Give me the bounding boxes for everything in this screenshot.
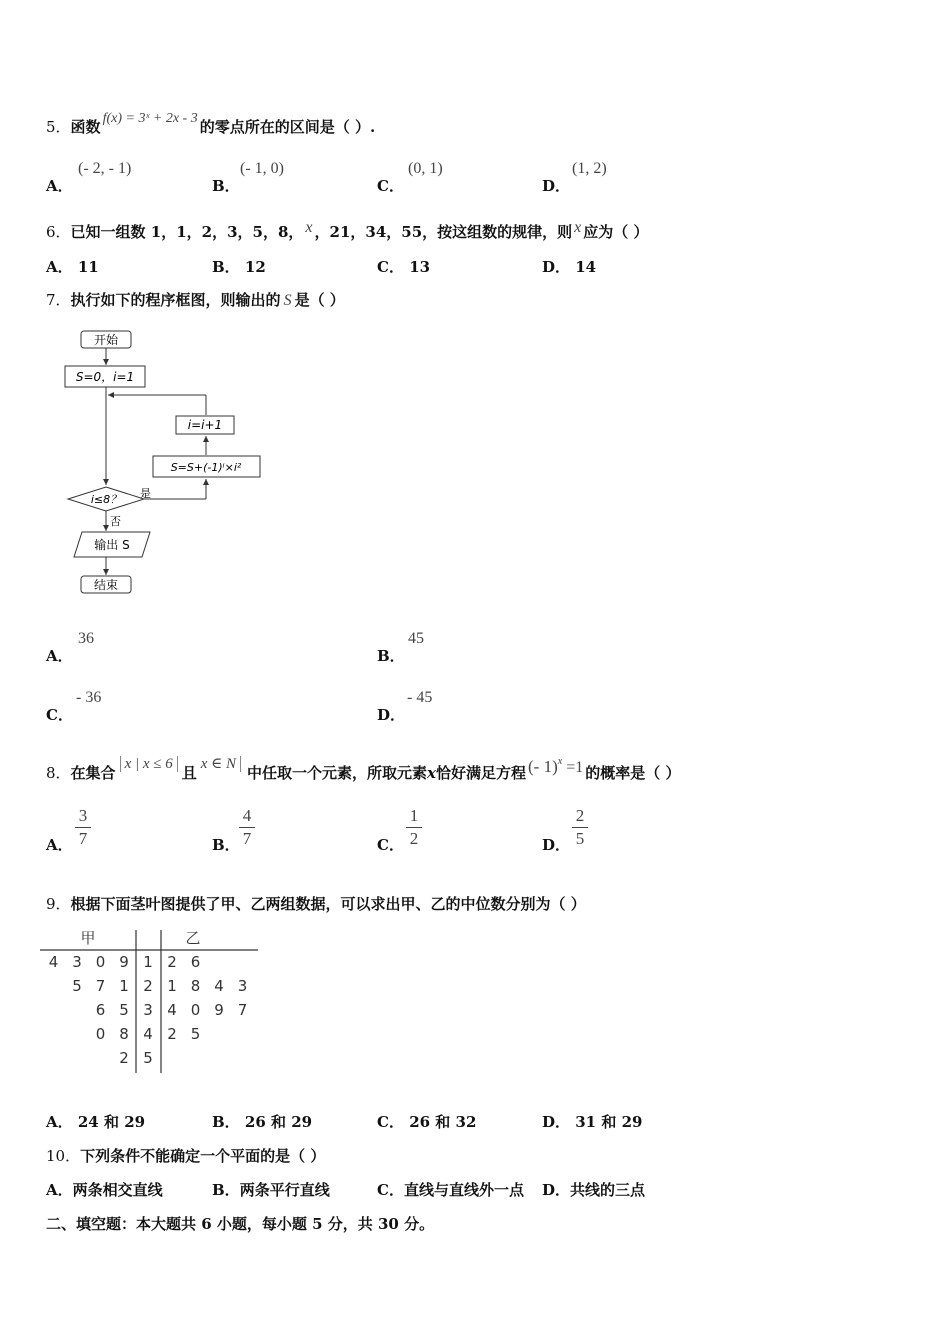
stem-leaf-left-leaf: 0 bbox=[95, 953, 106, 971]
question-text: 的零点所在的区间是（ ）. bbox=[199, 118, 376, 136]
option-label: A． bbox=[46, 258, 73, 276]
option-value: 两条相交直线 bbox=[72, 1181, 163, 1199]
question-text: 且 bbox=[181, 764, 197, 782]
question-text: 下列条件不能确定一个平面的是（ ） bbox=[80, 1147, 326, 1165]
option-label: D． bbox=[377, 706, 406, 724]
flowchart-output-label: 输出 S bbox=[94, 538, 130, 552]
variable-x: x bbox=[427, 764, 436, 782]
variable-x: x bbox=[574, 219, 582, 236]
variable-s: S bbox=[283, 292, 292, 309]
option-d[interactable] bbox=[377, 704, 405, 725]
numerator: 3 bbox=[78, 806, 88, 825]
question-text: 应为（ ） bbox=[583, 223, 649, 241]
denominator: 7 bbox=[78, 829, 88, 848]
option-b-value: (- 1, 0) bbox=[240, 160, 284, 177]
option-label: A． bbox=[46, 647, 73, 665]
denominator: 7 bbox=[242, 829, 252, 848]
variable-x: x bbox=[305, 219, 313, 236]
stem-leaf-right-leaf: 8 bbox=[190, 977, 201, 995]
stem-leaf-stem: 2 bbox=[143, 977, 153, 995]
stem-leaf-left-leaf: 5 bbox=[72, 977, 82, 995]
option-label: B． bbox=[212, 1113, 240, 1131]
stem-leaf-left-leaf: 0 bbox=[95, 1025, 106, 1043]
option-label: C． bbox=[46, 706, 73, 724]
equation-rhs: =1 bbox=[566, 759, 584, 776]
option-label: B． bbox=[212, 258, 240, 276]
stem-leaf-stem: 1 bbox=[143, 953, 153, 971]
option-value: 14 bbox=[575, 258, 597, 276]
stem-leaf-left-leaf: 1 bbox=[119, 977, 129, 995]
option-b-fraction bbox=[239, 806, 255, 849]
option-label: A． bbox=[46, 177, 73, 195]
stem-leaf-left-leaf: 8 bbox=[119, 1025, 129, 1043]
option-a-fraction bbox=[75, 806, 91, 849]
flowchart-increment-label: i=i+1 bbox=[187, 418, 223, 432]
option-label: B． bbox=[212, 1181, 240, 1199]
question-text: 恰好满足方程 bbox=[436, 764, 527, 782]
option-label: D． bbox=[542, 1181, 571, 1199]
stem-leaf-stem: 5 bbox=[143, 1049, 153, 1067]
option-a-value: 36 bbox=[78, 630, 94, 647]
set-definition: x | x ≤ 6 bbox=[120, 756, 178, 772]
option-label: A． bbox=[46, 1181, 73, 1199]
option-b[interactable] bbox=[212, 1111, 312, 1132]
option-label: B． bbox=[377, 647, 405, 665]
question-text: 在集合 bbox=[70, 764, 116, 782]
option-label: D． bbox=[542, 836, 571, 854]
question-text: 函数 bbox=[70, 118, 101, 136]
stem-leaf-left-leaf: 6 bbox=[95, 1001, 106, 1019]
option-value: 共线的三点 bbox=[570, 1181, 646, 1199]
option-value: 两条平行直线 bbox=[239, 1181, 330, 1199]
option-label: C． bbox=[377, 1181, 404, 1199]
stem-leaf-left-leaf: 2 bbox=[119, 1049, 129, 1067]
numerator: 4 bbox=[242, 806, 252, 825]
option-b-value: 45 bbox=[408, 630, 424, 647]
membership: x ∈ N bbox=[201, 756, 241, 772]
stem-leaf-stem: 4 bbox=[143, 1025, 153, 1043]
option-label: D． bbox=[542, 258, 571, 276]
stem-leaf-left-leaf: 9 bbox=[119, 953, 129, 971]
option-value: 26 和 32 bbox=[409, 1113, 477, 1131]
stem-leaf-right-leaf: 1 bbox=[167, 977, 177, 995]
option-c-value: - 36 bbox=[76, 689, 102, 706]
question-text: ，21，34，55，按这组数的规律，则 bbox=[314, 223, 573, 241]
option-c[interactable] bbox=[377, 175, 404, 196]
stem-leaf-right-leaf: 7 bbox=[237, 1001, 248, 1019]
flowchart bbox=[60, 325, 280, 600]
question-number: 10． bbox=[46, 1147, 81, 1165]
option-value: 12 bbox=[244, 258, 266, 276]
numerator: 1 bbox=[409, 806, 419, 825]
option-d[interactable] bbox=[542, 175, 570, 196]
stem-leaf-right-leaf: 0 bbox=[190, 1001, 201, 1019]
option-label: B． bbox=[212, 836, 240, 854]
option-c[interactable] bbox=[377, 1179, 524, 1200]
numerator: 2 bbox=[575, 806, 585, 825]
option-d[interactable] bbox=[542, 1111, 642, 1132]
stem-leaf-stem: 3 bbox=[143, 1001, 153, 1019]
question-number: 5． bbox=[46, 118, 71, 136]
stem-leaf-left-leaf: 5 bbox=[119, 1001, 129, 1019]
option-value: 26 和 29 bbox=[244, 1113, 313, 1131]
option-c[interactable] bbox=[377, 1111, 476, 1132]
question-10 bbox=[46, 1145, 325, 1166]
option-a[interactable] bbox=[46, 834, 73, 855]
option-c-value: (0, 1) bbox=[408, 160, 443, 177]
question-number: 7． bbox=[46, 291, 71, 309]
question-number: 6． bbox=[46, 223, 71, 241]
formula: f(x) = 3ˣ + 2x - 3 bbox=[102, 111, 198, 126]
option-a[interactable] bbox=[46, 175, 73, 196]
equation-base: (- 1) bbox=[528, 757, 558, 776]
option-value: 13 bbox=[409, 258, 431, 276]
stem-leaf-right-leaf: 9 bbox=[214, 1001, 224, 1019]
option-label: D． bbox=[542, 177, 571, 195]
option-d-value: (1, 2) bbox=[572, 160, 607, 177]
option-a[interactable] bbox=[46, 1111, 145, 1132]
option-d[interactable] bbox=[542, 1179, 645, 1200]
option-b[interactable] bbox=[212, 1179, 330, 1200]
question-text: 执行如下的程序框图，则输出的 bbox=[70, 291, 281, 309]
option-value: 24 和 29 bbox=[77, 1113, 146, 1131]
flowchart-yes-label: 是 bbox=[140, 487, 151, 500]
stem-leaf-right-leaf: 3 bbox=[237, 977, 248, 995]
option-c[interactable] bbox=[46, 704, 73, 725]
option-a[interactable] bbox=[46, 256, 99, 277]
stem-leaf-left-header: 甲 bbox=[80, 929, 96, 947]
stem-leaf-right-header: 乙 bbox=[185, 929, 201, 947]
option-value: 11 bbox=[77, 258, 99, 276]
flowchart-end-label: 结束 bbox=[93, 578, 119, 592]
question-text: 的概率是（ ） bbox=[585, 764, 681, 782]
flowchart-update-label: S=S+(-1)ⁱ×i² bbox=[170, 461, 242, 474]
option-a[interactable] bbox=[46, 645, 73, 666]
question-text: 中任取一个元素，所取元素 bbox=[247, 764, 428, 782]
option-b[interactable] bbox=[212, 256, 266, 277]
option-label: C． bbox=[377, 836, 404, 854]
option-value: 直线与直线外一点 bbox=[403, 1181, 524, 1199]
section-heading: 二、填空题：本大题共 6 小题，每小题 5 分，共 30 分。 bbox=[46, 1215, 435, 1233]
option-a[interactable] bbox=[46, 1179, 163, 1200]
question-5 bbox=[46, 111, 376, 137]
option-label: B． bbox=[212, 177, 240, 195]
option-label: A． bbox=[46, 1113, 73, 1131]
equation-exponent: x bbox=[557, 756, 563, 767]
option-b[interactable] bbox=[212, 175, 240, 196]
question-6 bbox=[46, 221, 648, 242]
option-d[interactable] bbox=[542, 834, 570, 855]
question-number: 8． bbox=[46, 764, 71, 782]
option-d-fraction bbox=[572, 806, 588, 849]
option-b[interactable] bbox=[212, 834, 240, 855]
option-label: D． bbox=[542, 1113, 571, 1131]
stem-leaf-right-leaf: 2 bbox=[167, 1025, 177, 1043]
stem-leaf-left-leaf: 4 bbox=[48, 953, 59, 971]
stem-leaf-left-leaf: 7 bbox=[95, 977, 106, 995]
option-c-fraction bbox=[406, 806, 422, 849]
option-label: C． bbox=[377, 177, 404, 195]
denominator: 2 bbox=[409, 829, 419, 848]
question-text: 是（ ） bbox=[294, 291, 345, 309]
denominator: 5 bbox=[575, 829, 585, 848]
option-label: C． bbox=[377, 258, 404, 276]
question-text: 根据下面茎叶图提供了甲、乙两组数据，可以求出甲、乙的中位数分别为（ ） bbox=[70, 895, 586, 913]
option-label: C． bbox=[377, 1113, 404, 1131]
question-number: 9． bbox=[46, 895, 71, 913]
flowchart-condition-label: i≤8？ bbox=[90, 493, 122, 506]
flowchart-no-label: 否 bbox=[110, 515, 121, 528]
option-b[interactable] bbox=[377, 645, 405, 666]
question-7 bbox=[46, 289, 345, 310]
option-label: A． bbox=[46, 836, 73, 854]
option-c[interactable] bbox=[377, 834, 404, 855]
stem-leaf-right-leaf: 5 bbox=[190, 1025, 201, 1043]
flowchart-start-label: 开始 bbox=[93, 333, 119, 347]
question-text: 已知一组数 1，1，2，3，5，8， bbox=[70, 223, 304, 241]
option-c[interactable] bbox=[377, 256, 430, 277]
option-d-value: - 45 bbox=[407, 689, 433, 706]
option-a-value: (- 2, - 1) bbox=[78, 160, 132, 177]
stem-leaf-right-leaf: 4 bbox=[167, 1001, 177, 1019]
option-value: 31 和 29 bbox=[575, 1113, 643, 1131]
stem-leaf-right-leaf: 4 bbox=[214, 977, 224, 995]
stem-leaf-right-leaf: 6 bbox=[190, 953, 201, 971]
question-8 bbox=[46, 756, 681, 783]
stem-leaf-right-leaf: 2 bbox=[167, 953, 177, 971]
question-9 bbox=[46, 893, 586, 914]
stem-leaf-plot bbox=[40, 925, 265, 1075]
stem-leaf-left-leaf: 3 bbox=[72, 953, 82, 971]
flowchart-init-label: S=0，i=1 bbox=[75, 370, 135, 384]
option-d[interactable] bbox=[542, 256, 596, 277]
